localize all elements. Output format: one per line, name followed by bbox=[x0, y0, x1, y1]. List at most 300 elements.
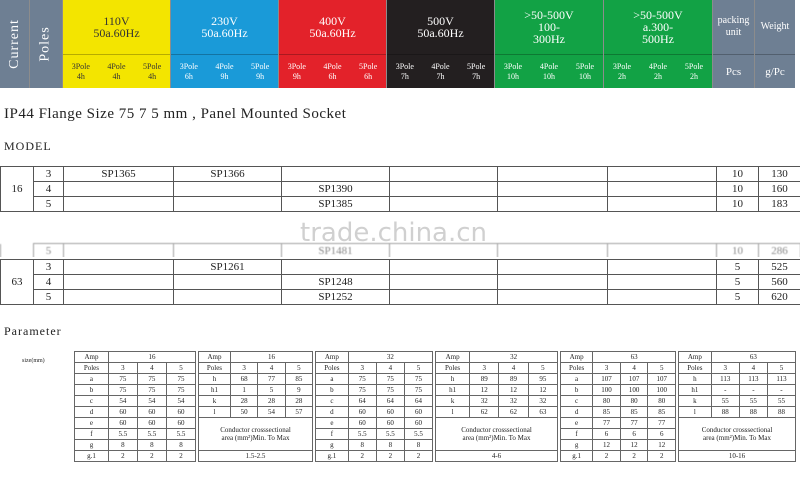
pack-cell: 10 bbox=[717, 182, 759, 197]
pole-hours bbox=[279, 54, 386, 88]
dimension-value: 8 bbox=[137, 440, 166, 451]
dimension-row bbox=[199, 374, 313, 385]
model-row bbox=[1, 197, 800, 212]
model-500v bbox=[390, 197, 498, 212]
pole-cell: 3 bbox=[34, 167, 64, 182]
dimension-key: k bbox=[436, 396, 470, 407]
dimension-row bbox=[316, 451, 433, 462]
model-500hz bbox=[608, 167, 717, 182]
conductor-value-row bbox=[679, 451, 796, 462]
dimension-key: h bbox=[436, 374, 470, 385]
dimension-row bbox=[316, 396, 433, 407]
dimension-key: b bbox=[75, 385, 109, 396]
model-110v bbox=[64, 260, 174, 275]
dimension-key: h bbox=[679, 374, 712, 385]
amp-cell bbox=[1, 260, 34, 275]
dimension-value: 77 bbox=[258, 374, 285, 385]
voltage-label bbox=[495, 0, 603, 54]
dimension-key: d bbox=[561, 407, 593, 418]
dimension-row bbox=[316, 374, 433, 385]
conductor-row bbox=[679, 418, 796, 451]
pack-cell: 5 bbox=[717, 290, 759, 305]
pole-hours bbox=[387, 54, 494, 88]
dimension-value: 113 bbox=[739, 374, 767, 385]
pole-value: 4 bbox=[620, 363, 648, 374]
dimension-value: 5.5 bbox=[348, 429, 376, 440]
voltage-text: >50-500V bbox=[524, 8, 574, 22]
amp-row bbox=[436, 352, 558, 363]
dimension-value: 6 bbox=[648, 429, 676, 440]
dimension-value: 2 bbox=[648, 451, 676, 462]
voltage-column-2 bbox=[171, 0, 279, 88]
model-500v bbox=[390, 260, 498, 275]
dimension-value: 57 bbox=[285, 407, 312, 418]
dimension-row bbox=[561, 407, 676, 418]
dimension-value: 85 bbox=[593, 407, 621, 418]
pole-count: 5Pole bbox=[251, 61, 270, 71]
model-300hz bbox=[498, 167, 608, 182]
dimension-value: 5 bbox=[258, 385, 285, 396]
dimension-value: 88 bbox=[767, 407, 795, 418]
model-230v bbox=[174, 275, 282, 290]
model-300hz bbox=[498, 275, 608, 290]
dimension-value: 75 bbox=[404, 385, 432, 396]
pole-hours bbox=[63, 54, 170, 88]
dimension-value: 50 bbox=[230, 407, 257, 418]
dimension-key: k bbox=[199, 396, 231, 407]
pole-count: 3Pole bbox=[503, 61, 523, 71]
param-table-1 bbox=[74, 351, 196, 462]
weight-unit: g/Pc bbox=[755, 54, 795, 88]
dimension-row bbox=[561, 418, 676, 429]
dimension-row bbox=[316, 385, 433, 396]
dimension-row bbox=[316, 429, 433, 440]
model-500hz bbox=[608, 290, 717, 305]
model-500hz bbox=[608, 197, 717, 212]
pole-item bbox=[288, 62, 306, 82]
pole-hour: 7h bbox=[400, 71, 409, 81]
voltage-column-3 bbox=[279, 0, 387, 88]
dimension-value: 32 bbox=[528, 396, 557, 407]
dimension-value: 62 bbox=[470, 407, 499, 418]
dimension-value: 60 bbox=[376, 407, 404, 418]
amp-value: 32 bbox=[470, 352, 558, 363]
model-row bbox=[1, 182, 800, 197]
dimension-value: 85 bbox=[648, 407, 676, 418]
dimension-value: 75 bbox=[137, 374, 166, 385]
poles-label: Poles bbox=[316, 363, 349, 374]
pole-hours bbox=[495, 54, 603, 88]
dimension-value: 89 bbox=[470, 374, 499, 385]
amp-row bbox=[679, 352, 796, 363]
dimension-row bbox=[199, 396, 313, 407]
pole-value: 5 bbox=[648, 363, 676, 374]
conductor-text: area (mm²)Min. To Max bbox=[221, 434, 290, 442]
dimension-row bbox=[316, 407, 433, 418]
dimension-value: 60 bbox=[404, 418, 432, 429]
dimension-row bbox=[75, 407, 196, 418]
pole-hours bbox=[171, 54, 278, 88]
amp-label: Amp bbox=[561, 352, 593, 363]
dimension-row bbox=[75, 451, 196, 462]
pole-value: 4 bbox=[258, 363, 285, 374]
dimension-value: 75 bbox=[376, 374, 404, 385]
conductor-text: Conductor crosssectional bbox=[220, 426, 291, 434]
dimension-value: 28 bbox=[258, 396, 285, 407]
dimension-row bbox=[75, 396, 196, 407]
amp-label: Amp bbox=[679, 352, 712, 363]
dimension-value: 64 bbox=[376, 396, 404, 407]
amp-row bbox=[199, 352, 313, 363]
dimension-row bbox=[561, 451, 676, 462]
pole-item bbox=[359, 62, 377, 82]
amp-row bbox=[75, 352, 196, 363]
pole-hour: 4h bbox=[112, 71, 121, 81]
pole-hour: 10h bbox=[578, 71, 591, 81]
poles-row bbox=[75, 363, 196, 374]
dimension-key: e bbox=[561, 418, 593, 429]
poles-row bbox=[679, 363, 796, 374]
model-row bbox=[1, 275, 800, 290]
dimension-key: h1 bbox=[199, 385, 231, 396]
voltage-label bbox=[171, 0, 278, 54]
dimension-key: a bbox=[75, 374, 109, 385]
amp-cell bbox=[1, 167, 34, 182]
weight-cell: 183 bbox=[759, 197, 800, 212]
dimension-key: l bbox=[199, 407, 231, 418]
dimension-value: 12 bbox=[470, 385, 499, 396]
pack-cell: 5 bbox=[717, 260, 759, 275]
pole-hour: 6h bbox=[328, 71, 337, 81]
dimension-value: 32 bbox=[499, 396, 528, 407]
pole-item bbox=[215, 62, 233, 82]
pole-value: 5 bbox=[285, 363, 312, 374]
pole-hour: 9h bbox=[292, 71, 301, 81]
pole-item bbox=[540, 62, 558, 82]
pole-item bbox=[396, 62, 414, 82]
page-title: IP44 Flange Size 75 7 5 mm , Panel Mounted Socket bbox=[4, 106, 347, 122]
pole-hour: 7h bbox=[436, 71, 445, 81]
voltage-text: 50a.60Hz bbox=[309, 26, 356, 40]
pole-hour: 4h bbox=[148, 71, 157, 81]
amp-label: Amp bbox=[199, 352, 231, 363]
dimension-value: 60 bbox=[404, 407, 432, 418]
amp-value: 16 bbox=[108, 352, 195, 363]
model-110v bbox=[64, 197, 174, 212]
pack-cell: 5 bbox=[717, 275, 759, 290]
dimension-value: 75 bbox=[166, 374, 195, 385]
conductor-text: area (mm²)Min. To Max bbox=[703, 434, 771, 442]
dimension-value: 5.5 bbox=[108, 429, 137, 440]
voltage-text: 110V bbox=[103, 14, 130, 28]
pole-hour: 9h bbox=[256, 71, 265, 81]
voltage-label bbox=[63, 0, 170, 54]
pole-value: 4 bbox=[499, 363, 528, 374]
voltage-label bbox=[387, 0, 494, 54]
dimension-value: 113 bbox=[767, 374, 795, 385]
pole-item bbox=[649, 62, 667, 82]
dimension-value: 75 bbox=[166, 385, 195, 396]
dimension-value: 75 bbox=[108, 385, 137, 396]
amp-cell bbox=[1, 290, 34, 305]
dimension-value: 107 bbox=[648, 374, 676, 385]
dimension-key: l bbox=[679, 407, 712, 418]
packing-unit-label: packing unit bbox=[717, 15, 750, 38]
poles-label: Poles bbox=[75, 363, 109, 374]
model-400v: SP1385 bbox=[282, 197, 390, 212]
dimension-value: - bbox=[711, 385, 739, 396]
model-110v bbox=[64, 290, 174, 305]
voltage-text: 400V bbox=[319, 14, 346, 28]
dimension-value: 80 bbox=[648, 396, 676, 407]
dimension-key: d bbox=[316, 407, 349, 418]
dimension-key: g bbox=[316, 440, 349, 451]
dimension-key: f bbox=[316, 429, 349, 440]
dimension-value: 80 bbox=[620, 396, 648, 407]
dimension-value: 8 bbox=[108, 440, 137, 451]
packing-unit-pcs: Pcs bbox=[713, 54, 754, 88]
ghost-pack: 10 bbox=[717, 244, 759, 258]
amp-cell: 63 bbox=[1, 275, 34, 290]
pole-count: 3Pole bbox=[179, 61, 198, 71]
dimension-key: g.1 bbox=[561, 451, 593, 462]
dimension-value: 75 bbox=[108, 374, 137, 385]
dimension-value: 12 bbox=[648, 440, 676, 451]
parameter-label: Parameter bbox=[4, 324, 62, 338]
pole-value: 4 bbox=[739, 363, 767, 374]
poles-row bbox=[436, 363, 558, 374]
model-230v bbox=[174, 290, 282, 305]
dimension-value: 32 bbox=[470, 396, 499, 407]
pole-count: 4Pole bbox=[431, 61, 450, 71]
pole-item bbox=[72, 62, 90, 82]
dimension-key: g.1 bbox=[75, 451, 109, 462]
amp-label: Amp bbox=[316, 352, 349, 363]
dimension-key: c bbox=[561, 396, 593, 407]
ghost-model: SP1481 bbox=[282, 244, 390, 258]
dimension-row bbox=[561, 429, 676, 440]
pole-item bbox=[467, 62, 485, 82]
pole-cell: 4 bbox=[34, 182, 64, 197]
dimension-row bbox=[316, 418, 433, 429]
voltage-text: a.300- bbox=[642, 20, 674, 34]
dimension-value: 75 bbox=[348, 385, 376, 396]
param-table-6 bbox=[678, 351, 796, 462]
dimension-value: 77 bbox=[648, 418, 676, 429]
pole-count: 4Pole bbox=[107, 61, 126, 71]
voltage-column-4 bbox=[387, 0, 495, 88]
amp-value: 16 bbox=[230, 352, 312, 363]
dimension-key: b bbox=[561, 385, 593, 396]
dimension-value: 113 bbox=[711, 374, 739, 385]
model-row bbox=[1, 290, 800, 305]
pole-count: 3Pole bbox=[71, 61, 90, 71]
weight-cell: 130 bbox=[759, 167, 800, 182]
pole-count: 5Pole bbox=[143, 61, 162, 71]
weight-label: Weight bbox=[760, 21, 790, 32]
pole-hour: 9h bbox=[220, 71, 229, 81]
dimension-value: 77 bbox=[620, 418, 648, 429]
model-500v bbox=[390, 182, 498, 197]
watermark-logo: trade.china.cn bbox=[300, 218, 488, 248]
dimension-value: 2 bbox=[137, 451, 166, 462]
dimension-value: 85 bbox=[285, 374, 312, 385]
dimension-value: 55 bbox=[739, 396, 767, 407]
pole-hours bbox=[604, 54, 712, 88]
dimension-key: a bbox=[316, 374, 349, 385]
pole-value: 3 bbox=[711, 363, 739, 374]
dimension-key: c bbox=[75, 396, 109, 407]
model-table-63a bbox=[0, 259, 800, 305]
amp-value: 63 bbox=[711, 352, 795, 363]
param-table-2 bbox=[198, 351, 313, 462]
dimension-value: 63 bbox=[528, 407, 557, 418]
pole-cell: 5 bbox=[34, 197, 64, 212]
poles-row bbox=[561, 363, 676, 374]
dimension-key: g.1 bbox=[316, 451, 349, 462]
dimension-value: 12 bbox=[620, 440, 648, 451]
conductor-label bbox=[436, 418, 558, 451]
dimension-key: g bbox=[75, 440, 109, 451]
model-500hz bbox=[608, 182, 717, 197]
model-230v: SP1366 bbox=[174, 167, 282, 182]
conductor-text: Conductor crosssectional bbox=[701, 426, 773, 434]
dimension-value: 2 bbox=[620, 451, 648, 462]
dimension-row bbox=[436, 385, 558, 396]
dimension-key: d bbox=[75, 407, 109, 418]
weight-cell: 525 bbox=[759, 260, 800, 275]
dimension-value: 5.5 bbox=[166, 429, 195, 440]
conductor-text: Conductor crosssectional bbox=[461, 426, 532, 434]
model-500v bbox=[390, 167, 498, 182]
poles-header bbox=[30, 0, 63, 88]
dimension-value: - bbox=[739, 385, 767, 396]
model-230v: SP1261 bbox=[174, 260, 282, 275]
dimension-value: 85 bbox=[620, 407, 648, 418]
dimension-value: 64 bbox=[348, 396, 376, 407]
param-table-4 bbox=[435, 351, 558, 462]
pole-count: 5Pole bbox=[575, 61, 595, 71]
pole-hour: 6h bbox=[364, 71, 373, 81]
model-500v bbox=[390, 275, 498, 290]
voltage-label bbox=[604, 0, 712, 54]
dimension-value: 88 bbox=[739, 407, 767, 418]
pole-value: 5 bbox=[404, 363, 432, 374]
dimension-value: 6 bbox=[620, 429, 648, 440]
pole-count: 3Pole bbox=[612, 61, 632, 71]
dimension-value: 9 bbox=[285, 385, 312, 396]
voltage-text: 50a.60Hz bbox=[93, 26, 140, 40]
dimension-value: 54 bbox=[166, 396, 195, 407]
dimension-value: 2 bbox=[348, 451, 376, 462]
pole-hour: 10h bbox=[506, 71, 519, 81]
pack-cell: 10 bbox=[717, 167, 759, 182]
voltage-column-1 bbox=[63, 0, 171, 88]
amp-row bbox=[561, 352, 676, 363]
dimension-value: 88 bbox=[711, 407, 739, 418]
dimension-key: g bbox=[561, 440, 593, 451]
model-400v bbox=[282, 260, 390, 275]
ghost-weight: 286 bbox=[759, 244, 800, 258]
model-500hz bbox=[608, 260, 717, 275]
voltage-text: 230V bbox=[211, 14, 238, 28]
dimension-row bbox=[561, 385, 676, 396]
pole-value: 3 bbox=[108, 363, 137, 374]
pack-cell: 10 bbox=[717, 197, 759, 212]
dimension-key: f bbox=[75, 429, 109, 440]
pole-item bbox=[143, 62, 161, 82]
dimension-value: - bbox=[767, 385, 795, 396]
dimension-value: 100 bbox=[593, 385, 621, 396]
weight-header bbox=[755, 0, 795, 88]
dimension-row bbox=[199, 385, 313, 396]
param-table-3 bbox=[315, 351, 433, 462]
dimension-value: 60 bbox=[348, 407, 376, 418]
conductor-value-row bbox=[436, 451, 558, 462]
pole-count: 3Pole bbox=[287, 61, 306, 71]
voltage-label bbox=[279, 0, 386, 54]
poles-label: Poles bbox=[199, 363, 231, 374]
amp-value: 32 bbox=[348, 352, 432, 363]
pole-item bbox=[504, 62, 522, 82]
current-header bbox=[0, 0, 30, 88]
dimension-value: 77 bbox=[593, 418, 621, 429]
pole-count: 5Pole bbox=[359, 61, 378, 71]
dimension-value: 95 bbox=[528, 374, 557, 385]
pole-count: 4Pole bbox=[648, 61, 668, 71]
pole-value: 4 bbox=[137, 363, 166, 374]
dimension-value: 54 bbox=[137, 396, 166, 407]
dimension-value: 8 bbox=[404, 440, 432, 451]
pole-item bbox=[107, 62, 125, 82]
poles-row bbox=[199, 363, 313, 374]
pole-value: 5 bbox=[166, 363, 195, 374]
dimension-value: 60 bbox=[137, 418, 166, 429]
pole-hour: 4h bbox=[76, 71, 85, 81]
current-label: Current bbox=[6, 19, 22, 69]
pole-item bbox=[251, 62, 269, 82]
dimension-value: 100 bbox=[648, 385, 676, 396]
poles-label: Poles bbox=[38, 26, 53, 62]
amp-cell bbox=[1, 197, 34, 212]
pole-hour: 10h bbox=[542, 71, 555, 81]
dimension-value: 60 bbox=[166, 407, 195, 418]
model-110v bbox=[64, 182, 174, 197]
conductor-label bbox=[199, 418, 313, 451]
pole-count: 4Pole bbox=[323, 61, 342, 71]
dimension-value: 5.5 bbox=[404, 429, 432, 440]
conductor-value: 4-6 bbox=[436, 451, 558, 462]
dimension-key: c bbox=[316, 396, 349, 407]
dimension-value: 6 bbox=[593, 429, 621, 440]
ghost-pole: 5 bbox=[34, 244, 64, 258]
dimension-value: 100 bbox=[620, 385, 648, 396]
voltage-text: 500Hz bbox=[642, 32, 674, 46]
pole-hour: 2h bbox=[689, 71, 698, 81]
dimension-value: 107 bbox=[620, 374, 648, 385]
dimension-value: 75 bbox=[376, 385, 404, 396]
voltage-text: 500V bbox=[427, 14, 454, 28]
dimension-row bbox=[316, 440, 433, 451]
weight-cell: 160 bbox=[759, 182, 800, 197]
conductor-value: 1.5-2.5 bbox=[199, 451, 313, 462]
pole-value: 3 bbox=[470, 363, 499, 374]
voltage-column-5 bbox=[495, 0, 604, 88]
pole-count: 5Pole bbox=[467, 61, 486, 71]
dimension-value: 68 bbox=[230, 374, 257, 385]
dimension-value: 89 bbox=[499, 374, 528, 385]
model-300hz bbox=[498, 197, 608, 212]
